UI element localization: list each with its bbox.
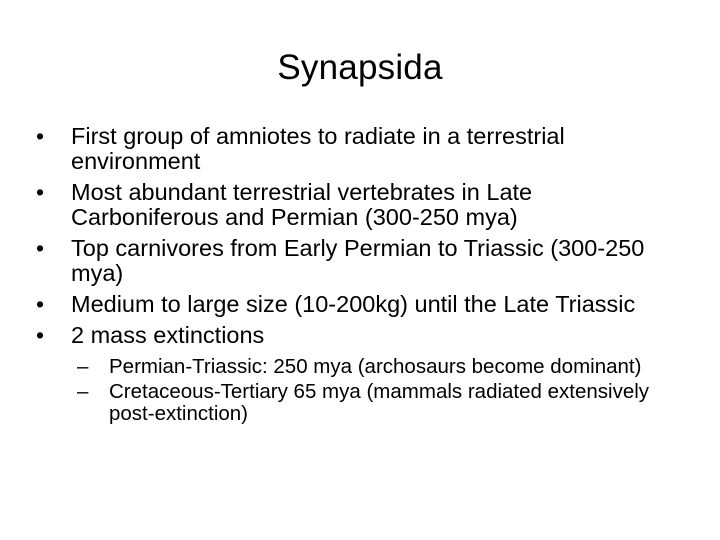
bullet-marker: • (36, 322, 45, 348)
bullet-item (36, 292, 676, 317)
bullet-marker: • (36, 291, 45, 317)
sub-bullet-marker: – (77, 380, 89, 403)
bullet-text: Top carnivores from Early Permian to Triassic (300-250 mya) (71, 235, 645, 286)
slide-title: Synapsida (277, 48, 443, 87)
bullet-list (36, 124, 676, 431)
bullet-text: Most abundant terrestrial vertebrates in Late Carboniferous and Permian (300-250 mya) (71, 179, 533, 230)
bullet-text: 2 mass extinctions (71, 322, 265, 348)
bullet-item (36, 236, 676, 286)
bullet-item (36, 180, 676, 230)
bullet-marker: • (36, 179, 45, 205)
bullet-text: First group of amniotes to radiate in a terrestrial environment (71, 123, 565, 174)
bullet-text: Medium to large size (10-200kg) until the Late Triassic (71, 291, 636, 317)
sub-bullet-marker: – (77, 355, 89, 378)
sub-bullet-list (71, 356, 676, 425)
bullet-marker: • (36, 235, 45, 261)
sub-bullet-text: Cretaceous-Tertiary 65 mya (mammals radiated extensively post-extinction) (109, 380, 650, 425)
bullet-marker: • (36, 123, 45, 149)
sub-bullet-item (77, 356, 676, 378)
sub-bullet-text: Permian-Triassic: 250 mya (archosaurs become dominant) (109, 355, 642, 378)
bullet-item (36, 323, 676, 425)
sub-bullet-item (77, 381, 676, 425)
bullet-item (36, 124, 676, 174)
